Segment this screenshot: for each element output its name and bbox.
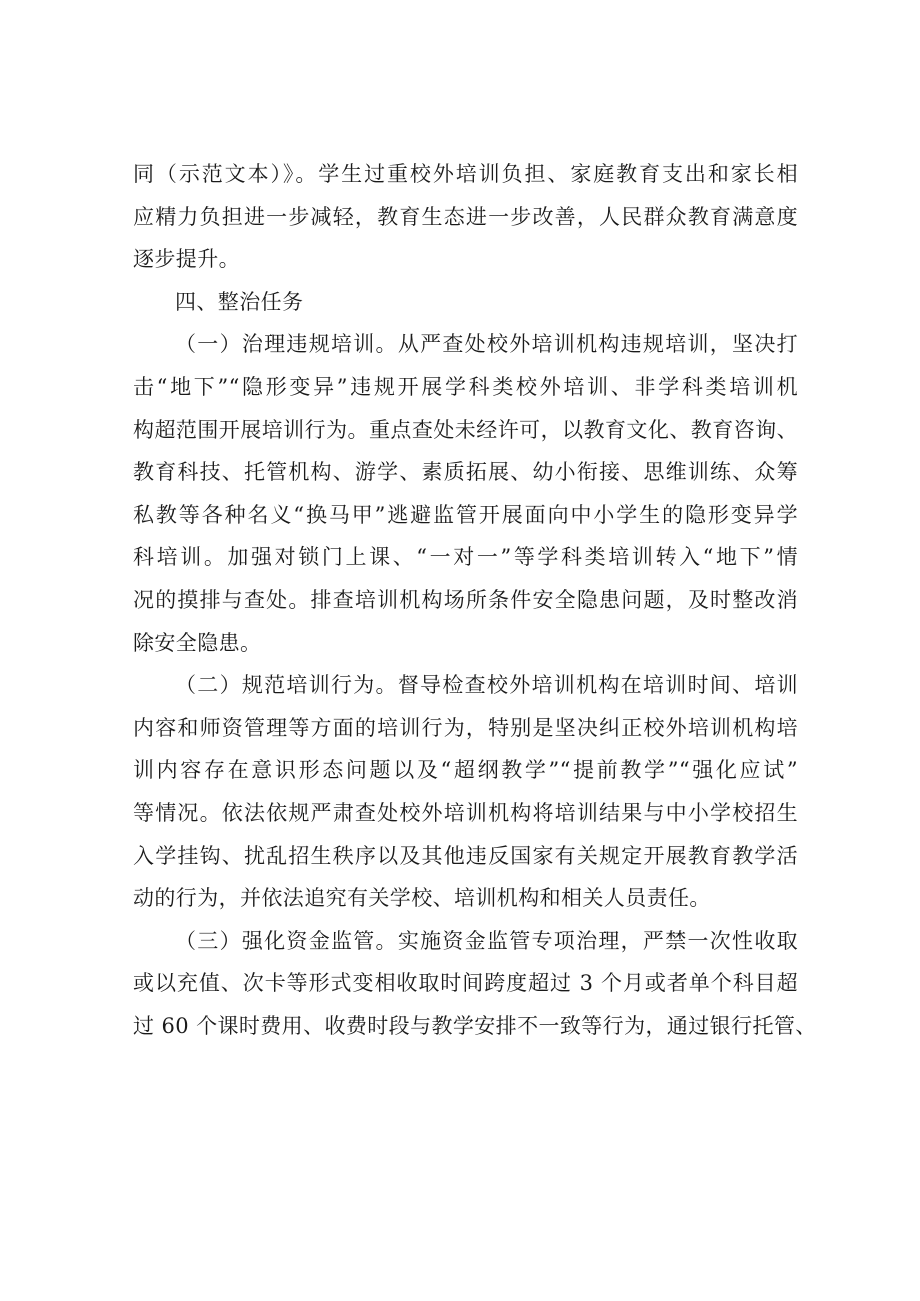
paragraph-illegal-training [133, 323, 798, 664]
text-line: 构超范围开展培训行为。重点查处未经许可，以教育文化、教育咨询、 [133, 417, 798, 442]
text-line: 动的行为，并依法追究有关学校、培训机构和相关人员责任。 [133, 886, 711, 911]
text-line: （一）治理违规培训。从严查处校外培训机构违规培训，坚决打 [175, 332, 798, 357]
text-line: 过 60 个课时费用、收费时段与教学安排不一致等行为，通过银行托管、 [133, 1013, 817, 1038]
text-line: 内容和师资管理等方面的培训行为，特别是坚决纠正校外培训机构培 [133, 715, 798, 740]
text-line: 同（示范文本）》。学生过重校外培训负担、家庭教育支出和家长相 [133, 162, 798, 186]
paragraph-fund-supervision [133, 920, 817, 1048]
text-line: 科培训。加强对锁门上课、“一对一”等学科类培训转入“地下”情 [133, 545, 798, 570]
text-line: 私教等各种名义“换马甲”逃避监管开展面向中小学生的隐形变异学 [133, 502, 798, 527]
text-line: 击“地下”“隐形变异”违规开展学科类校外培训、非学科类培训机 [133, 374, 798, 399]
text-line: 等情况。依法依规严肃查处校外培训机构将培训结果与中小学校招生 [133, 800, 798, 825]
text-line: （二）规范培训行为。督导检查校外培训机构在培训时间、培训 [175, 673, 798, 698]
paragraph-training-behavior [133, 664, 798, 920]
text-line: （三）强化资金监管。实施资金监管专项治理，严禁一次性收取 [175, 928, 798, 953]
text-line: 入学挂钩、扰乱招生秩序以及其他违反国家有关规定开展教育教学活 [133, 843, 798, 868]
text-line: 教育科技、托管机构、游学、素质拓展、幼小衔接、思维训练、众筹 [133, 460, 798, 485]
text-line: 除安全隐患。 [133, 630, 262, 655]
text-line: 应精力负担进一步减轻，教育生态进一步改善，人民群众教育满意度 [133, 204, 798, 229]
document-body [133, 153, 817, 1047]
section-heading [133, 281, 798, 324]
paragraph-continuation [133, 153, 798, 281]
text-line: 况的摸排与查处。排查培训机构场所条件安全隐患问题，及时整改消 [133, 587, 798, 612]
text-line: 逐步提升。 [133, 247, 240, 272]
text-line: 或以充值、次卡等形式变相收取时间跨度超过 3 个月或者单个科目超 [133, 971, 798, 996]
heading-text: 四、整治任务 [175, 289, 304, 314]
text-line: 训内容存在意识形态问题以及“超纲教学”“提前教学”“强化应试” [133, 758, 798, 783]
